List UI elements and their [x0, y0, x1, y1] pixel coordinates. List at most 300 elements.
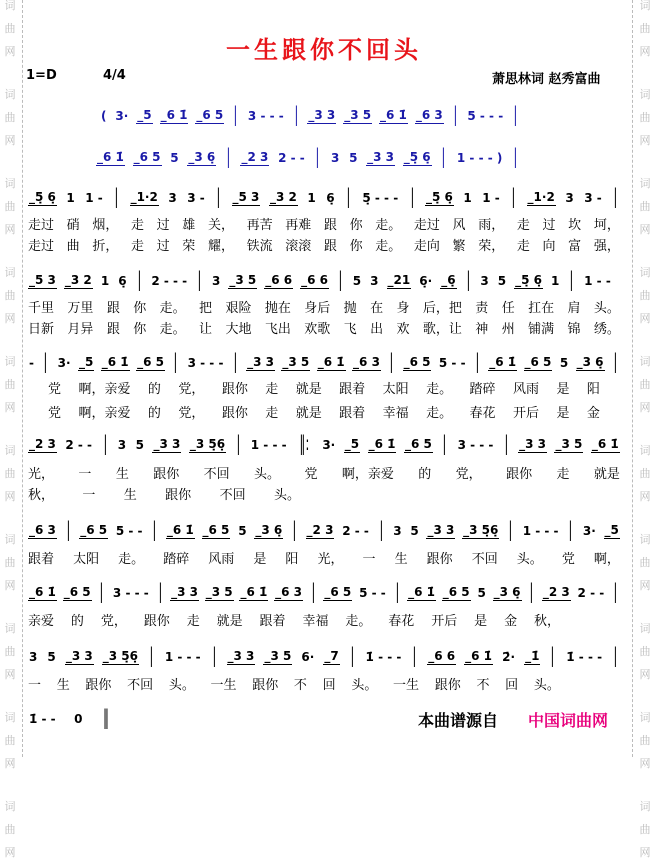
lyric-word: 责 [475, 301, 489, 316]
note-group: _6 1̇ [240, 585, 268, 599]
note: 3 - - - [247, 109, 284, 123]
lyric-word: 欢歌 [304, 322, 331, 337]
lyric-word: 风雨 [208, 552, 235, 567]
note-group: _6 1̇ [408, 585, 435, 599]
note: ( [101, 109, 107, 123]
lyric-word: 走 [516, 239, 530, 254]
lyric-word: 走。 [159, 322, 186, 337]
time-signature: 4/4 [103, 68, 126, 83]
note: 1 [463, 191, 472, 205]
note-group: _6 5 [404, 437, 432, 451]
note-group: _5̣ 6̣ [515, 273, 542, 287]
watermark: 词 曲 网 [4, 800, 16, 859]
lyric-word: 跟你 [165, 488, 192, 503]
note-group: _6 5 [137, 355, 164, 369]
note: 5 [559, 356, 569, 370]
note-group: _6 1̇ [29, 585, 56, 599]
lyric-word: 你 [349, 218, 363, 233]
barline: | [511, 184, 516, 208]
lyric-word: 走过 [28, 239, 55, 254]
lyric-word: 富 [568, 239, 582, 254]
lyric-word: 幸福 [382, 406, 409, 421]
note-group: _5̣ 6̣ [29, 190, 56, 204]
note: 3· [115, 109, 129, 123]
note-group: _3 5 [282, 355, 310, 369]
note-group: _3 3 [153, 437, 181, 451]
lyric-word: 跟 [323, 218, 337, 233]
note: 3 [565, 191, 574, 205]
notation-line [28, 645, 620, 665]
note-group: _3 3 [427, 523, 455, 537]
note: 3 [168, 191, 177, 205]
lyric-word: 一 [78, 467, 92, 482]
lyric-word: 跟你 [153, 467, 180, 482]
lyric-word: 飞出 [264, 322, 291, 337]
lyric-word: 走 [186, 614, 200, 629]
lyric-word: 绣。 [593, 322, 620, 337]
lyric-word: 万里 [67, 301, 94, 316]
song-title: 一生跟你不回头 [226, 35, 422, 64]
lyric-word: 头。 [351, 678, 378, 693]
lyric-word: 出 [370, 322, 384, 337]
intro-notation-line [96, 146, 520, 166]
barline: | [441, 144, 446, 168]
note: 3 - [584, 191, 602, 205]
notation-line [28, 186, 620, 206]
note: 1 - - - [522, 524, 559, 538]
barline: | [475, 349, 480, 373]
note-group: _6 5 [133, 150, 161, 164]
lyric-line [48, 402, 600, 420]
barline: | [294, 102, 299, 126]
note: 6· [301, 650, 315, 664]
lyric-word: 走 [265, 382, 279, 397]
note: 5 [410, 524, 419, 538]
lyric-word: 再苦 [246, 218, 273, 233]
barline: | [389, 349, 394, 373]
note: 1 - - - [250, 438, 287, 452]
lyric-word: 走 [516, 218, 530, 233]
lyric-word: 曲 [66, 239, 80, 254]
barline: | [504, 431, 509, 455]
note-group: _3 3 [227, 649, 255, 663]
lyric-word: 一生 [393, 678, 420, 693]
note: 6̣· [419, 274, 433, 288]
lyric-word: 春花 [469, 406, 496, 421]
lyric-word: 是 [474, 614, 488, 629]
watermark: 词 曲 网 [639, 444, 651, 503]
note: 5 [47, 650, 56, 664]
lyric-word: 头。 [254, 467, 281, 482]
lyric-word: 强， [593, 239, 620, 254]
lyric-word: 滚滚 [285, 239, 312, 254]
lyric-word: 不回 [471, 552, 498, 567]
lyric-word: 党 [48, 406, 62, 421]
note-group: _6 5 [196, 108, 224, 122]
barline: | [513, 144, 518, 168]
note: 2 - - - [151, 274, 188, 288]
note-group: _3 6̣ [188, 150, 216, 164]
note-group: _3 6̣ [255, 523, 283, 537]
lyric-word: 幸福 [302, 614, 329, 629]
lyric-word: 光， [317, 552, 344, 567]
watermark: 词 曲 网 [639, 800, 651, 859]
lyric-word: 走过 [28, 218, 55, 233]
note: 3 - - - [187, 356, 224, 370]
credits: 萧思林词 赵秀富曲 [492, 72, 601, 87]
note-group: _6 5 [403, 355, 431, 369]
note-group: _6 5 [80, 523, 108, 537]
lyric-word: 一 [82, 488, 96, 503]
lyric-word: 阳 [285, 552, 299, 567]
note: 1 [100, 274, 110, 288]
lyric-word: 过 [156, 218, 170, 233]
lyric-word: 走。 [426, 406, 453, 421]
note-group: _5 [78, 355, 94, 369]
notation-line [28, 269, 612, 289]
lyric-word: 铁流 [246, 239, 273, 254]
note: 5 - - - [467, 109, 504, 123]
barline: | [315, 144, 320, 168]
note-group: _3 2 [64, 273, 92, 287]
lyric-word: 踏碎 [469, 382, 496, 397]
note: 3 [117, 438, 127, 452]
lyric-word: 党 [561, 552, 575, 567]
barline: | [233, 349, 238, 373]
lyric-word: 春花 [388, 614, 415, 629]
note-group: _5̣ 6̣ [403, 150, 431, 164]
note: 2 - - [278, 151, 305, 165]
lyric-word: 走向 [413, 239, 440, 254]
lyric-word: 跟你 [506, 467, 533, 482]
barline: | [508, 517, 513, 541]
lyric-word: 就是 [593, 467, 620, 482]
note: 1 - - [584, 274, 611, 288]
note: 3 [211, 274, 221, 288]
lyric-word: 一 [362, 552, 376, 567]
note: 1 [66, 191, 75, 205]
note-group: _3 3 [308, 108, 336, 122]
note-group: _3 3 [247, 355, 274, 369]
note: 3 - - - [457, 438, 494, 452]
note: 5 [170, 151, 179, 165]
barline: | [212, 643, 217, 667]
barline: | [66, 517, 71, 541]
barline: | [465, 267, 470, 291]
note: 0 [74, 712, 83, 726]
lyric-word: 跟 [106, 301, 120, 316]
barline: | [613, 349, 618, 373]
note-group: _6 5 [442, 585, 470, 599]
note-group: _6 3 [353, 355, 380, 369]
lyric-word: 跟着 [259, 614, 286, 629]
note: 3· [57, 356, 71, 370]
note-group: _6 3 [415, 108, 443, 122]
note-group: _5 3 [232, 190, 260, 204]
lyric-word: 跟 [323, 239, 337, 254]
lyric-word: 在 [370, 301, 384, 316]
lyric-word: 开后 [512, 406, 539, 421]
note-group: _3 3 [367, 150, 395, 164]
lyric-line [28, 318, 620, 336]
lyric-word: 大地 [225, 322, 252, 337]
note-group: _3 5̣6̣ [189, 437, 226, 451]
lyric-line [28, 463, 620, 481]
lyric-word: 不回 [127, 678, 154, 693]
lyric-word: 是 [253, 552, 267, 567]
lyric-word: 太阳 [382, 382, 409, 397]
barline: | [99, 579, 104, 603]
lyric-word: 跟你 [221, 382, 248, 397]
lyric-word: 风雨 [512, 382, 539, 397]
barline: | [311, 579, 316, 603]
note: 2̇· [502, 650, 516, 664]
lyric-word: 头。 [168, 678, 195, 693]
note: 5 [497, 274, 507, 288]
notation-line [28, 351, 620, 371]
lyric-word: 跟着 [339, 406, 366, 421]
barline: | [613, 184, 618, 208]
note: 5 [352, 274, 362, 288]
lyric-word: 你 [349, 239, 363, 254]
watermark: 词 曲 网 [4, 0, 16, 58]
note: 6̣ [326, 191, 335, 205]
note: 1 - [482, 191, 500, 205]
lyric-word: 关， [207, 218, 234, 233]
lyric-word: 不回 [219, 488, 246, 503]
lyric-word: 的 [70, 614, 84, 629]
barline: | [292, 517, 297, 541]
lyric-word: 就是 [216, 614, 243, 629]
lyric-word: 回 [322, 678, 336, 693]
note: 3 - - - [112, 586, 149, 600]
note-group: _3 5 [229, 273, 257, 287]
lyric-word: 过 [542, 218, 556, 233]
lyric-word: 月异 [67, 322, 94, 337]
note-group: _3 3 [65, 649, 93, 663]
note-group: _3 5̣6̣ [102, 649, 138, 663]
note-group: _3 6̣ [493, 585, 521, 599]
note-group: _1̇ [525, 649, 540, 663]
note-group: _2 3 [542, 585, 570, 599]
lyric-word: 走。 [375, 239, 402, 254]
lyric-word: 铺满 [528, 322, 555, 337]
lyric-word: 走 [130, 239, 144, 254]
lyric-word: 身 [396, 301, 410, 316]
note: 6̣ [118, 274, 127, 288]
note: 5 [135, 438, 144, 452]
watermark: 词 曲 网 [4, 711, 16, 770]
barline: | [136, 267, 141, 291]
lyric-word: 生 [123, 488, 137, 503]
lyric-word: 跟 [106, 322, 120, 337]
note-group: _5̣ 6̣ [425, 190, 453, 204]
lyric-word: 党 [48, 382, 62, 397]
lyric-word: 光， [28, 467, 55, 482]
lyric-word: 肩 [567, 301, 581, 316]
lyric-line [28, 214, 620, 232]
note-group: _3 5̣6̣ [463, 523, 499, 537]
lyric-line [28, 235, 620, 253]
note-group: _6 1̇ [101, 355, 129, 369]
note: 2 - - [65, 438, 93, 452]
lyric-word: 生 [115, 467, 129, 482]
barline: | [350, 643, 355, 667]
lyric-word: 把 [199, 301, 213, 316]
margin-line-right [632, 0, 633, 757]
lyric-word: 千里 [28, 301, 55, 316]
note: 1̇ - - - [566, 650, 603, 664]
note-group: _2 3 [29, 437, 56, 451]
lyric-word: 啊，亲爱 [78, 406, 131, 421]
note: 1 [551, 274, 560, 288]
note-group: _2 3 [241, 150, 269, 164]
note: 5 - - [438, 356, 466, 370]
lyric-word: 扛在 [528, 301, 555, 316]
lyric-word: 党， [178, 406, 205, 421]
barline: | [157, 579, 162, 603]
lyric-word: 踏碎 [163, 552, 190, 567]
lyric-word: 你 [133, 322, 147, 337]
note-group: _6 6 [265, 273, 293, 287]
note-group: _3 3 [171, 585, 198, 599]
note-group: _3 5 [555, 437, 583, 451]
note: 5 - - [359, 586, 386, 600]
barline: | [453, 102, 458, 126]
watermark: 词 曲 网 [639, 355, 651, 414]
barline: | [613, 643, 618, 667]
note: 5̣ - - - [362, 191, 399, 205]
lyric-word: 头。 [273, 488, 300, 503]
lyric-word: 走。 [426, 382, 453, 397]
watermark: 词 曲 网 [4, 266, 16, 325]
lyric-word: 秋， [28, 488, 55, 503]
lyric-line [28, 484, 300, 502]
lyric-word: 抛在 [264, 301, 291, 316]
lyric-word: 风 [452, 218, 466, 233]
note-group: _6 1̇ [160, 108, 188, 122]
note-group: _6 1̇ [166, 523, 194, 537]
lyric-word: 折， [92, 239, 119, 254]
source-site-link[interactable]: 中国词曲网 [528, 711, 609, 730]
note-group: _6 1̇ [368, 437, 396, 451]
lyric-word: 走 [265, 406, 279, 421]
watermark: 词 曲 网 [639, 0, 651, 58]
lyric-word: 走 [556, 467, 570, 482]
lyric-word: 党， [100, 614, 127, 629]
watermark: 词 曲 网 [4, 533, 16, 592]
lyric-word: 坎 [568, 218, 582, 233]
lyric-line [28, 548, 620, 566]
barline: | [114, 184, 119, 208]
barline: | [379, 517, 384, 541]
lyric-word: 亲爱 [28, 614, 55, 629]
note-group: _3 3 [519, 437, 546, 451]
lyric-word: 锦 [567, 322, 581, 337]
lyric-word: 欢 [396, 322, 410, 337]
lyric-word: 头。 [516, 552, 543, 567]
lyric-word: 走过 [413, 218, 440, 233]
lyric-word: 头。 [593, 301, 620, 316]
note: 3 [330, 151, 340, 165]
barline: | [569, 267, 574, 291]
note-group: _3 5 [344, 108, 372, 122]
lyric-word: 神 [475, 322, 489, 337]
barline: | [226, 144, 231, 168]
lyric-word: 荣 [182, 239, 196, 254]
lyric-line [28, 674, 560, 692]
barline: | [412, 643, 417, 667]
barline: | [550, 643, 555, 667]
watermark: 词 曲 网 [4, 355, 16, 414]
note-group: _5 [604, 523, 619, 537]
barline: | [613, 579, 618, 603]
lyric-word: 开后 [431, 614, 458, 629]
note: 1 [307, 191, 316, 205]
note-group: _3 2 [269, 190, 297, 204]
source-label: 本曲谱源自 [418, 711, 499, 730]
note: 3· [322, 438, 336, 452]
watermark: 词 曲 网 [4, 88, 16, 147]
note-group: _6 5 [63, 585, 91, 599]
note: 3 [29, 650, 38, 664]
watermark: 词 曲 网 [639, 177, 651, 236]
lyric-word: 雨， [478, 218, 505, 233]
note-group: _5 [137, 108, 152, 122]
barline: ‖: [299, 431, 310, 455]
lyric-word: 生 [394, 552, 408, 567]
lyric-word: 任 [501, 301, 515, 316]
lyric-word: 歌，让 [422, 322, 462, 337]
note: 3 [370, 274, 379, 288]
notation-line [28, 707, 112, 727]
lyric-word: 跟你 [252, 678, 279, 693]
lyric-word: 飞 [343, 322, 357, 337]
notation-line [28, 581, 620, 601]
note-group: _6 6 [301, 273, 329, 287]
lyric-word: 耀， [207, 239, 234, 254]
lyric-word: 不 [293, 678, 307, 693]
note: 1̇ - - - [365, 650, 402, 664]
note: 5 [349, 151, 358, 165]
lyric-word: 烟， [92, 218, 119, 233]
lyric-word: 日新 [28, 322, 55, 337]
barline: | [102, 431, 107, 455]
lyric-word: 再难 [285, 218, 312, 233]
lyric-word: 跟着 [28, 552, 55, 567]
barline: | [216, 184, 221, 208]
note-group: _6 1̇ [465, 649, 493, 663]
note-group: _6 5 [524, 355, 552, 369]
lyric-word: 身后 [304, 301, 331, 316]
note-group: _3 5 [205, 585, 233, 599]
lyric-word: 你 [133, 301, 147, 316]
lyric-word: 生 [56, 678, 70, 693]
note-group: _6 1̇ [380, 108, 407, 122]
notation-line [28, 433, 620, 453]
lyric-line [28, 297, 620, 315]
watermark: 词 曲 网 [4, 622, 16, 681]
lyric-word: 是 [556, 406, 570, 421]
lyric-word: 走。 [345, 614, 372, 629]
note-group: _6 6 [428, 649, 456, 663]
lyric-word: 回 [505, 678, 519, 693]
margin-line-left [22, 0, 23, 757]
barline: | [43, 349, 48, 373]
note: 5 [238, 524, 247, 538]
lyric-word: 走 [130, 218, 144, 233]
lyric-word: 就是 [295, 382, 322, 397]
